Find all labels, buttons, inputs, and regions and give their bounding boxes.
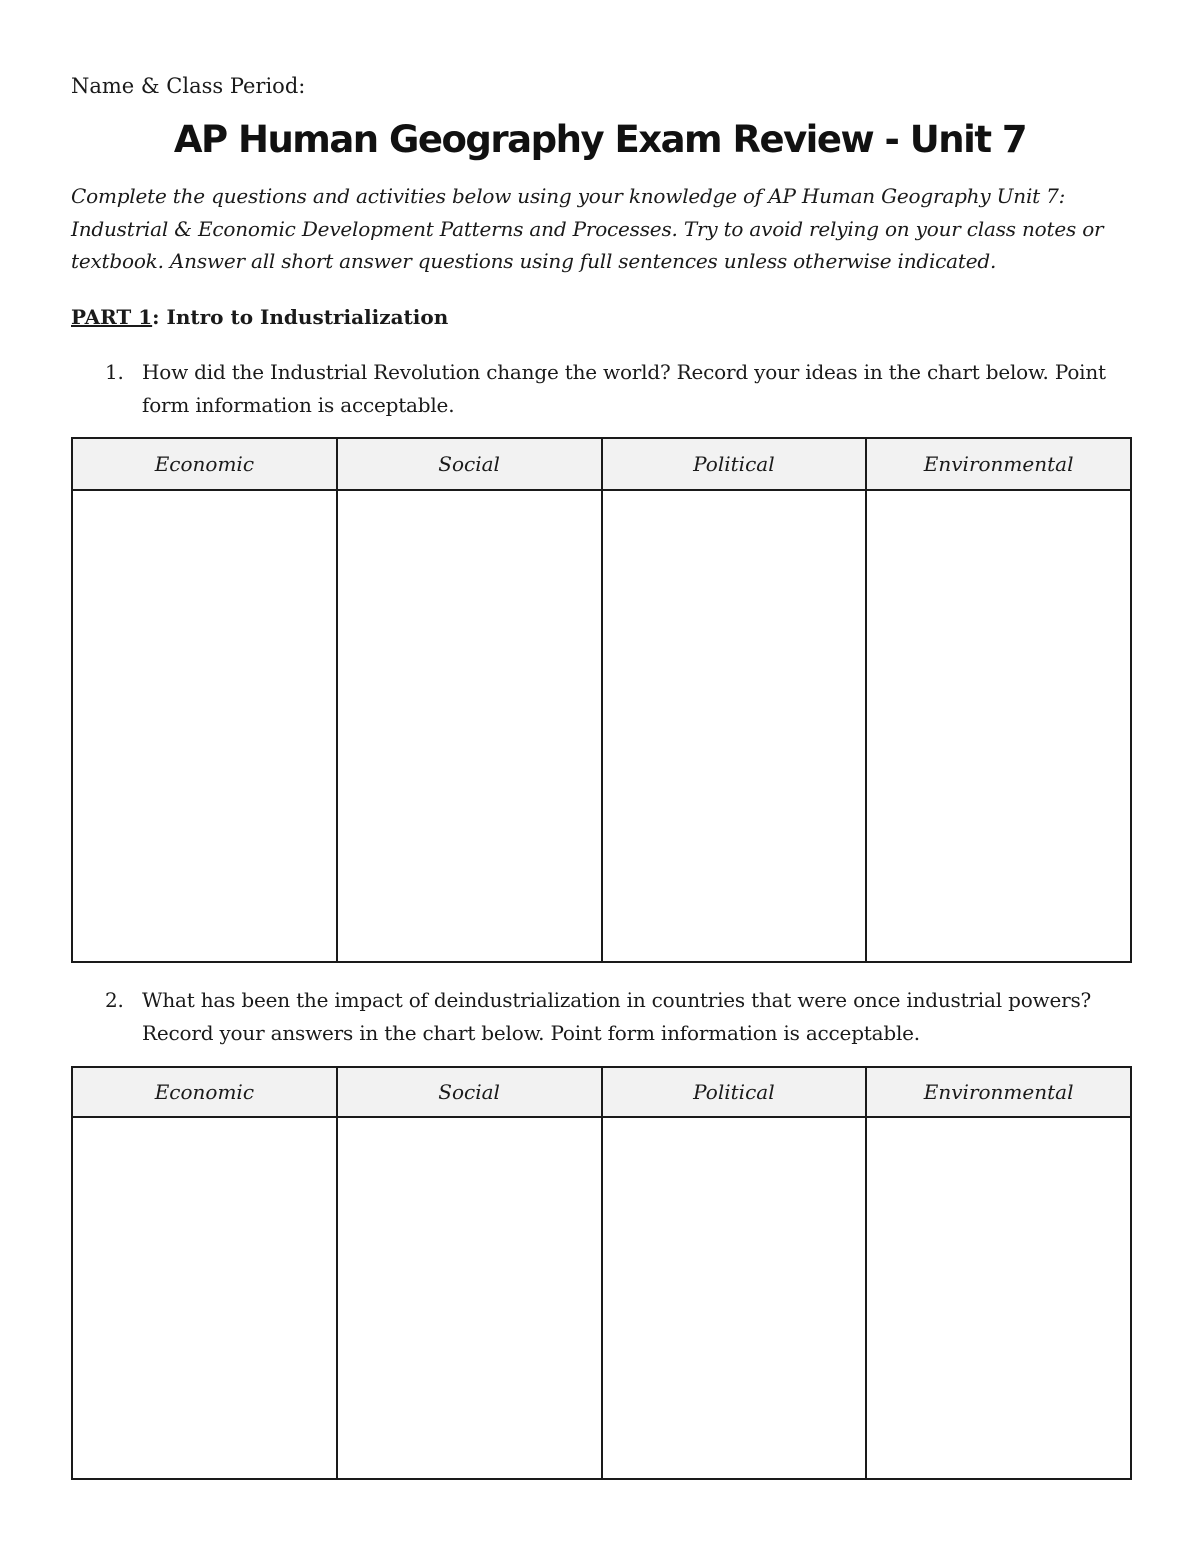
name-class-period-label: Name & Class Period:: [71, 74, 306, 98]
chart-answer-row: [72, 490, 1131, 962]
answer-cell-political[interactable]: [602, 490, 867, 962]
answer-cell-economic[interactable]: [72, 1117, 337, 1479]
part-separator: :: [152, 305, 167, 329]
chart-header-row: [72, 1067, 1131, 1117]
answer-chart-2: [71, 1066, 1132, 1480]
answer-cell-environmental[interactable]: [866, 1117, 1131, 1479]
page-title: AP Human Geography Exam Review - Unit 7: [173, 118, 1027, 161]
part-number: PART 1: [71, 305, 153, 329]
column-header-political: Political: [602, 438, 867, 490]
column-header-economic: Economic: [72, 1067, 337, 1117]
column-header-economic: Economic: [72, 438, 337, 490]
instructions-paragraph: Complete the questions and activities below using your knowledge of AP Human Geography Unit 7: Industrial & Economic Development Patterns and Processes. Try to avoid relying on your class notes or textbook. Answer all short answer questions using full sentences unless otherwise indicated.: [71, 184, 1104, 273]
question-number: 1.: [105, 360, 124, 384]
column-header-environmental: Environmental: [866, 1067, 1131, 1117]
question-2: [105, 984, 1125, 1049]
answer-chart-1: [71, 437, 1132, 963]
column-header-environmental: Environmental: [866, 438, 1131, 490]
answer-cell-environmental[interactable]: [866, 490, 1131, 962]
question-text: What has been the impact of deindustrialization in countries that were once industrial powers? Record your answers in the chart below. Point form information is acceptable.: [142, 988, 1092, 1045]
column-header-social: Social: [337, 1067, 602, 1117]
answer-cell-social[interactable]: [337, 490, 602, 962]
part-title: Intro to Industrialization: [166, 305, 449, 329]
answer-cell-political[interactable]: [602, 1117, 867, 1479]
question-text: How did the Industrial Revolution change the world? Record your ideas in the chart below. Point form information is acceptable.: [142, 360, 1106, 417]
column-header-social: Social: [337, 438, 602, 490]
answer-cell-economic[interactable]: [72, 490, 337, 962]
column-header-political: Political: [602, 1067, 867, 1117]
answer-cell-social[interactable]: [337, 1117, 602, 1479]
part-heading: [71, 303, 448, 331]
question-number: 2.: [105, 988, 124, 1012]
question-1: [105, 356, 1125, 421]
chart-answer-row: [72, 1117, 1131, 1479]
chart-header-row: [72, 438, 1131, 490]
